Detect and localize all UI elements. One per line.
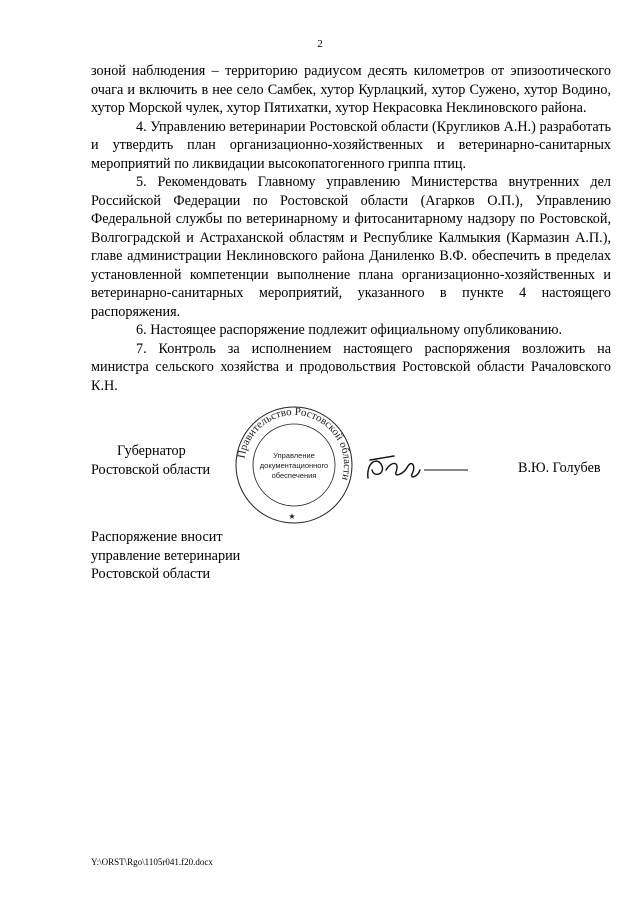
- submitter-note: [91, 528, 240, 584]
- signatory-title-line2: Ростовской области: [91, 461, 211, 478]
- handwritten-signature: [360, 448, 470, 488]
- signatory-title: [91, 442, 210, 479]
- stamp-inner-line1: Управление: [273, 451, 315, 460]
- paragraph-item-6: 6. Настоящее распоряжение подлежит официальному опубликованию.: [136, 322, 563, 338]
- stamp-inner-line3: обеспечения: [271, 471, 317, 480]
- submitter-line2: управление ветеринарии: [91, 547, 241, 564]
- paragraph-continuation: зоной наблюдения – территорию радиусом десять километров от эпизоотического очага и включить в нее село Самбек, хутор Курлацкий, хутор Сужено, хутор Водино, хутор Морской чулек, хутор Пятихатки, хутор Некрасовка Неклиновского района.: [91, 63, 611, 116]
- submitter-line1: Распоряжение вносит: [91, 529, 223, 545]
- paragraph-item-4: 4. Управлению ветеринарии Ростовской области (Кругликов А.Н.) разработать и утвердить план организационно-хозяйственных и ветеринарно-санитарных мероприятий по ликвидации высокопатогенного гриппа птиц.: [91, 118, 611, 172]
- paragraph-item-5: 5. Рекомендовать Главному управлению Министерства внутренних дел Российской Федерации по Ростовской области (Агарков О.П.), Управлению Федеральной службы по ветеринарному и фитосанитарному надзору по Ростовской, Волгоградской и Астраханской областям и Республике Калмыкия (Кармазин А.П.), главе администрации Неклиновского района Даниленко В.Ф. обеспечить в пределах установленной компетенции выполнение плана организационно-хозяйственных и ветеринарно-санитарных мероприятий, указанного в пункте 4 настоящего распоряжения.: [91, 174, 611, 320]
- stamp-outer-text: Правительство Ростовской области: [235, 405, 354, 482]
- submitter-line3: Ростовской области: [91, 566, 211, 582]
- page-number: 2: [317, 38, 323, 50]
- stamp-inner-line2: документационного: [259, 461, 329, 470]
- paragraph-item-7: 7. Контроль за исполнением настоящего распоряжения возложить на министра сельского хозяйства и продовольствия Ростовской области Рачаловского К.Н.: [91, 340, 611, 394]
- signatory-title-line1: Губернатор: [117, 443, 186, 459]
- official-stamp: [234, 400, 354, 530]
- signatory-name: В.Ю. Голубев: [518, 460, 601, 476]
- document-body: [91, 62, 611, 395]
- footer-file-path: Y:\ORST\Rgo\1105r041.f20.docx: [91, 857, 213, 867]
- stamp-star-icon: ★: [288, 512, 296, 521]
